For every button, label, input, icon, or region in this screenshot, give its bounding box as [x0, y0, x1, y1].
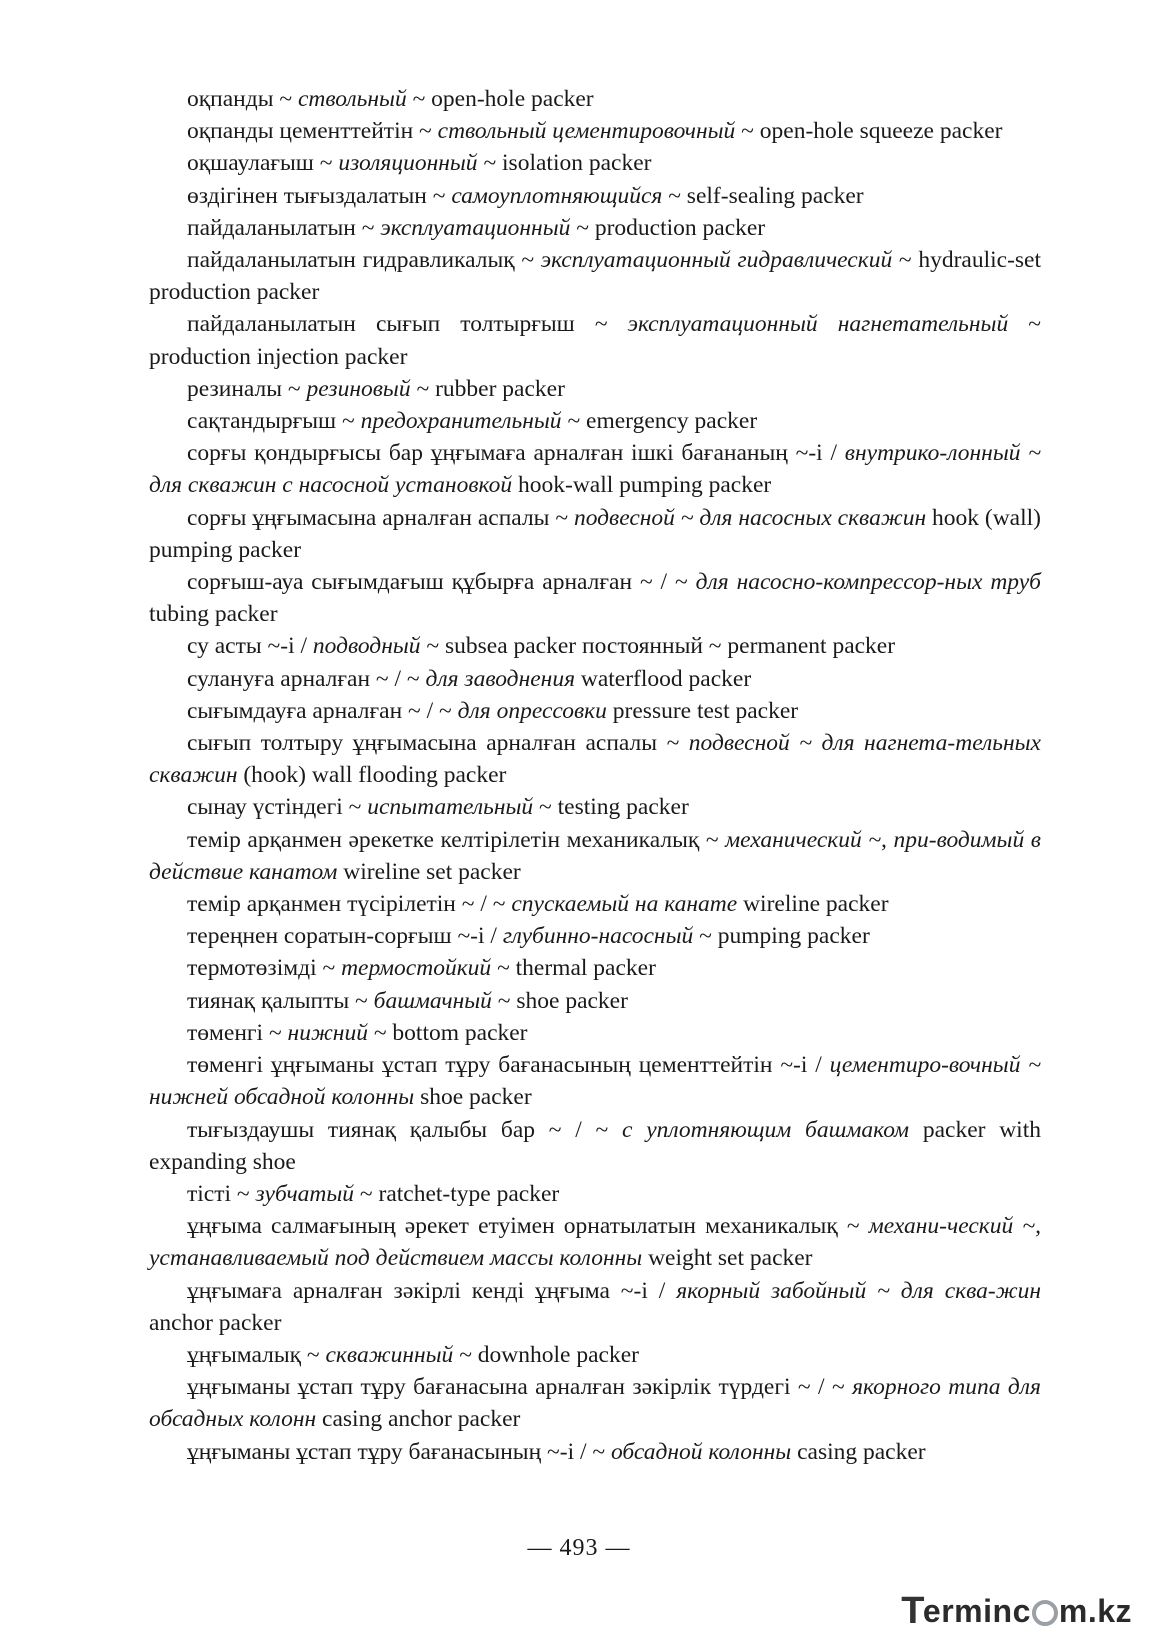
entry-text: оқпанды ~ — [187, 86, 298, 112]
entry-text: термотөзімді ~ — [187, 955, 342, 982]
entry-text: tubing packer — [149, 601, 278, 628]
entry-text: ~ ratchet-type packer — [354, 1180, 560, 1207]
entry-text: сығып толтыру ұңғымасына арналған аспалы ~ — [187, 730, 689, 757]
entry-text: сынау үстіндегі ~ — [187, 794, 368, 821]
entry-text: тығыздаушы тиянақ қалыбы бар ~ / ~ — [187, 1116, 623, 1143]
entry-text: сақтандырғыш ~ — [187, 408, 361, 435]
dictionary-entry — [149, 663, 1041, 695]
logo-letter-t: T — [901, 1589, 925, 1632]
entry-russian-term: для заводнения — [425, 665, 575, 692]
entry-text: темір арқанмен әрекетке келтірілетін механикалық ~ — [187, 826, 726, 853]
logo-text-middle: erminc — [922, 1592, 1031, 1629]
dictionary-entry — [149, 1114, 1041, 1178]
entry-text: ~ pumping packer — [693, 923, 870, 950]
entry-text: anchor packer — [149, 1309, 282, 1336]
entry-russian-term: испытательный — [367, 794, 534, 821]
entry-russian-term: нижний — [287, 1019, 368, 1046]
dictionary-entry — [149, 695, 1041, 727]
entry-text: ~ production packer — [570, 214, 766, 241]
entry-text: ~ shoe packer — [491, 987, 628, 1014]
dictionary-entry — [149, 791, 1041, 823]
entry-text: пайдаланылатын гидравликалық ~ — [187, 247, 541, 274]
entry-text: casing anchor packer — [316, 1406, 521, 1433]
entry-text: ~ subsea packer постоянный ~ permanent packer — [420, 633, 896, 660]
entry-text: төменгі ұңғыманы ұстап тұру бағанасының цементтейтін ~-і / — [187, 1052, 830, 1079]
dictionary-entry — [149, 244, 1041, 308]
entry-text: ұңғыма салмағының әрекет етуімен орнатылатын механикалық ~ — [187, 1213, 869, 1240]
dictionary-entry — [149, 985, 1041, 1017]
entry-text: casing packer — [791, 1438, 926, 1465]
entry-text: төменгі ~ — [187, 1019, 288, 1046]
logo-circle-icon — [1032, 1600, 1058, 1626]
entry-text: пайдаланылатын сығып толтырғыш ~ — [187, 311, 628, 338]
entry-text: ұңғымаға арналған зәкірлі кенді ұңғыма ~-і / — [187, 1277, 677, 1304]
dictionary-entry — [149, 1371, 1041, 1435]
entry-text: hook-wall pumping packer — [512, 472, 772, 499]
entry-text: ~ open-hole packer — [406, 86, 594, 112]
entry-russian-term: подводный — [312, 633, 421, 660]
dictionary-entry — [149, 502, 1041, 566]
entry-russian-term: эксплуатационный — [380, 214, 571, 241]
entry-russian-term: ствольный — [297, 86, 407, 112]
entry-russian-term: резиновый — [306, 375, 411, 402]
entry-text: сорғы қондырғысы бар ұңғымаға арналған ішкі бағананың ~-і / — [187, 440, 845, 467]
entry-text: waterflood packer — [575, 665, 752, 692]
entry-text: су асты ~-і / — [187, 633, 313, 660]
dictionary-entry — [149, 405, 1041, 437]
entry-russian-term: эксплуатационный нагнетательный — [627, 311, 1009, 338]
entry-russian-term: предохранительный — [360, 408, 562, 435]
dictionary-entry — [149, 1210, 1041, 1274]
entry-text: ~ open-hole squeeze packer — [735, 118, 1003, 145]
entry-text: packer with expanding shoe — [149, 1116, 1041, 1175]
entry-text: ~ isolation packer — [477, 150, 652, 177]
entry-text: сығымдауға арналған ~ / ~ — [187, 697, 458, 724]
dictionary-entry — [149, 920, 1041, 952]
dictionary-entry — [149, 83, 1041, 115]
dictionary-page — [149, 83, 1041, 1468]
entry-text: ~ self-sealing packer — [662, 182, 864, 209]
dictionary-entry — [149, 1436, 1041, 1468]
entry-text: (hook) wall flooding packer — [237, 762, 507, 789]
dictionary-entry — [149, 212, 1041, 244]
termincom-logo — [901, 1591, 1132, 1631]
entry-russian-term: зубчатый — [255, 1180, 355, 1207]
entry-russian-term: якорного типа для обсадных колонн — [149, 1374, 1041, 1433]
entry-russian-term: ствольный цементировочный — [437, 118, 736, 145]
entry-text: тісті ~ — [187, 1180, 256, 1207]
dictionary-entry — [149, 824, 1041, 888]
entry-russian-term: с уплотняющим башмаком — [622, 1116, 910, 1143]
entry-text: ~ bottom packer — [367, 1019, 528, 1046]
entry-text: ұңғыманы ұстап тұру бағанасына арналған зәкірлік түрдегі ~ / ~ — [187, 1374, 853, 1401]
entry-text: pressure test packer — [606, 697, 799, 724]
entry-russian-term: глубинно-насосный — [502, 923, 694, 950]
entry-russian-term: обсадной колонны — [610, 1438, 792, 1465]
dictionary-entry — [149, 1178, 1041, 1210]
entry-text: тереңнен соратын-сорғыш ~-і / — [187, 923, 503, 950]
entry-russian-term: подвесной ~ для нагнета-тельных скважин — [149, 730, 1041, 789]
entry-text: оқпанды цементтейтін ~ — [187, 118, 438, 145]
entry-text: өздігінен тығыздалатын ~ — [187, 182, 452, 209]
entry-text: сорғыш-ауа сығымдағыш құбырға арналған ~ / ~ — [187, 569, 696, 596]
entry-text: пайдаланылатын ~ — [187, 214, 381, 241]
dictionary-entry — [149, 952, 1041, 984]
dictionary-entry — [149, 1339, 1041, 1371]
entry-russian-term: якорный забойный ~ для сква-жин — [676, 1277, 1041, 1304]
entry-text: ~ production injection packer — [149, 311, 1042, 370]
entry-text: темір арқанмен түсірілетін ~ / ~ — [187, 891, 512, 918]
entry-text: wireline set packer — [337, 858, 521, 885]
dictionary-entry — [149, 1017, 1041, 1049]
entry-russian-term: для опрессовки — [457, 697, 607, 724]
dictionary-entry — [149, 888, 1041, 920]
entry-text: ~ emergency packer — [561, 408, 758, 435]
entry-text: ұңғымалық ~ — [187, 1341, 326, 1368]
dictionary-entry — [149, 630, 1041, 662]
logo-text-end: m.kz — [1058, 1592, 1132, 1629]
entry-text: тиянақ қалыпты ~ — [187, 987, 374, 1014]
dictionary-entry — [149, 727, 1041, 791]
dictionary-entry — [149, 180, 1041, 212]
dictionary-entry — [149, 147, 1041, 179]
dictionary-entry — [149, 1275, 1041, 1339]
entry-text: сулануға арналған ~ / ~ — [187, 665, 426, 692]
entry-text: weight set packer — [642, 1245, 813, 1272]
entry-text: hook (wall) pumping packer — [149, 504, 1041, 563]
entry-russian-term: скважинный — [325, 1341, 454, 1368]
entry-text: сорғы ұңғымасына арналған аспалы ~ — [187, 504, 574, 531]
entry-text: shoe packer — [414, 1084, 532, 1111]
dictionary-entry — [149, 308, 1041, 372]
entry-text: ~ downhole packer — [453, 1341, 639, 1368]
entry-text: wireline packer — [737, 891, 889, 918]
entry-text: резиналы ~ — [187, 375, 307, 402]
dictionary-entry — [149, 115, 1041, 147]
dictionary-entry — [149, 373, 1041, 405]
entry-text: ұңғыманы ұстап тұру бағанасының ~-і / ~ — [187, 1438, 611, 1465]
page-number: — 493 — — [527, 1535, 631, 1561]
entry-russian-term: башмачный — [373, 987, 492, 1014]
entry-text: оқшаулағыш ~ — [187, 150, 339, 177]
entry-russian-term: термостойкий — [341, 955, 492, 982]
dictionary-entry — [149, 437, 1041, 501]
entry-text: ~ hydraulic-set production packer — [149, 247, 1041, 306]
entry-russian-term: самоуплотняющийся — [451, 182, 663, 209]
entry-text: ~ rubber packer — [410, 375, 565, 402]
entry-russian-term: для насосно-компрессор-ных труб — [695, 569, 1041, 596]
entry-text: ~ testing packer — [533, 794, 689, 821]
entry-russian-term: внутрико-лонный ~ для скважин с насосной установкой — [149, 440, 1041, 499]
dictionary-entry — [149, 1049, 1041, 1113]
entry-russian-term: цементиро-вочный ~ нижней обсадной колонны — [149, 1052, 1041, 1111]
entry-text: ~ thermal packer — [491, 955, 656, 982]
entry-russian-term: эксплуатационный гидравлический — [540, 247, 893, 274]
entry-russian-term: подвесной ~ для насосных скважин — [573, 504, 927, 531]
entry-russian-term: механический ~, при-водимый в действие канатом — [149, 826, 1041, 885]
dictionary-entry — [149, 566, 1041, 630]
entry-russian-term: изоляционный — [338, 150, 478, 177]
entry-russian-term: механи-ческий ~, устанавливаемый под действием массы колонны — [149, 1213, 1041, 1272]
entry-russian-term: спускаемый на канате — [511, 891, 738, 918]
